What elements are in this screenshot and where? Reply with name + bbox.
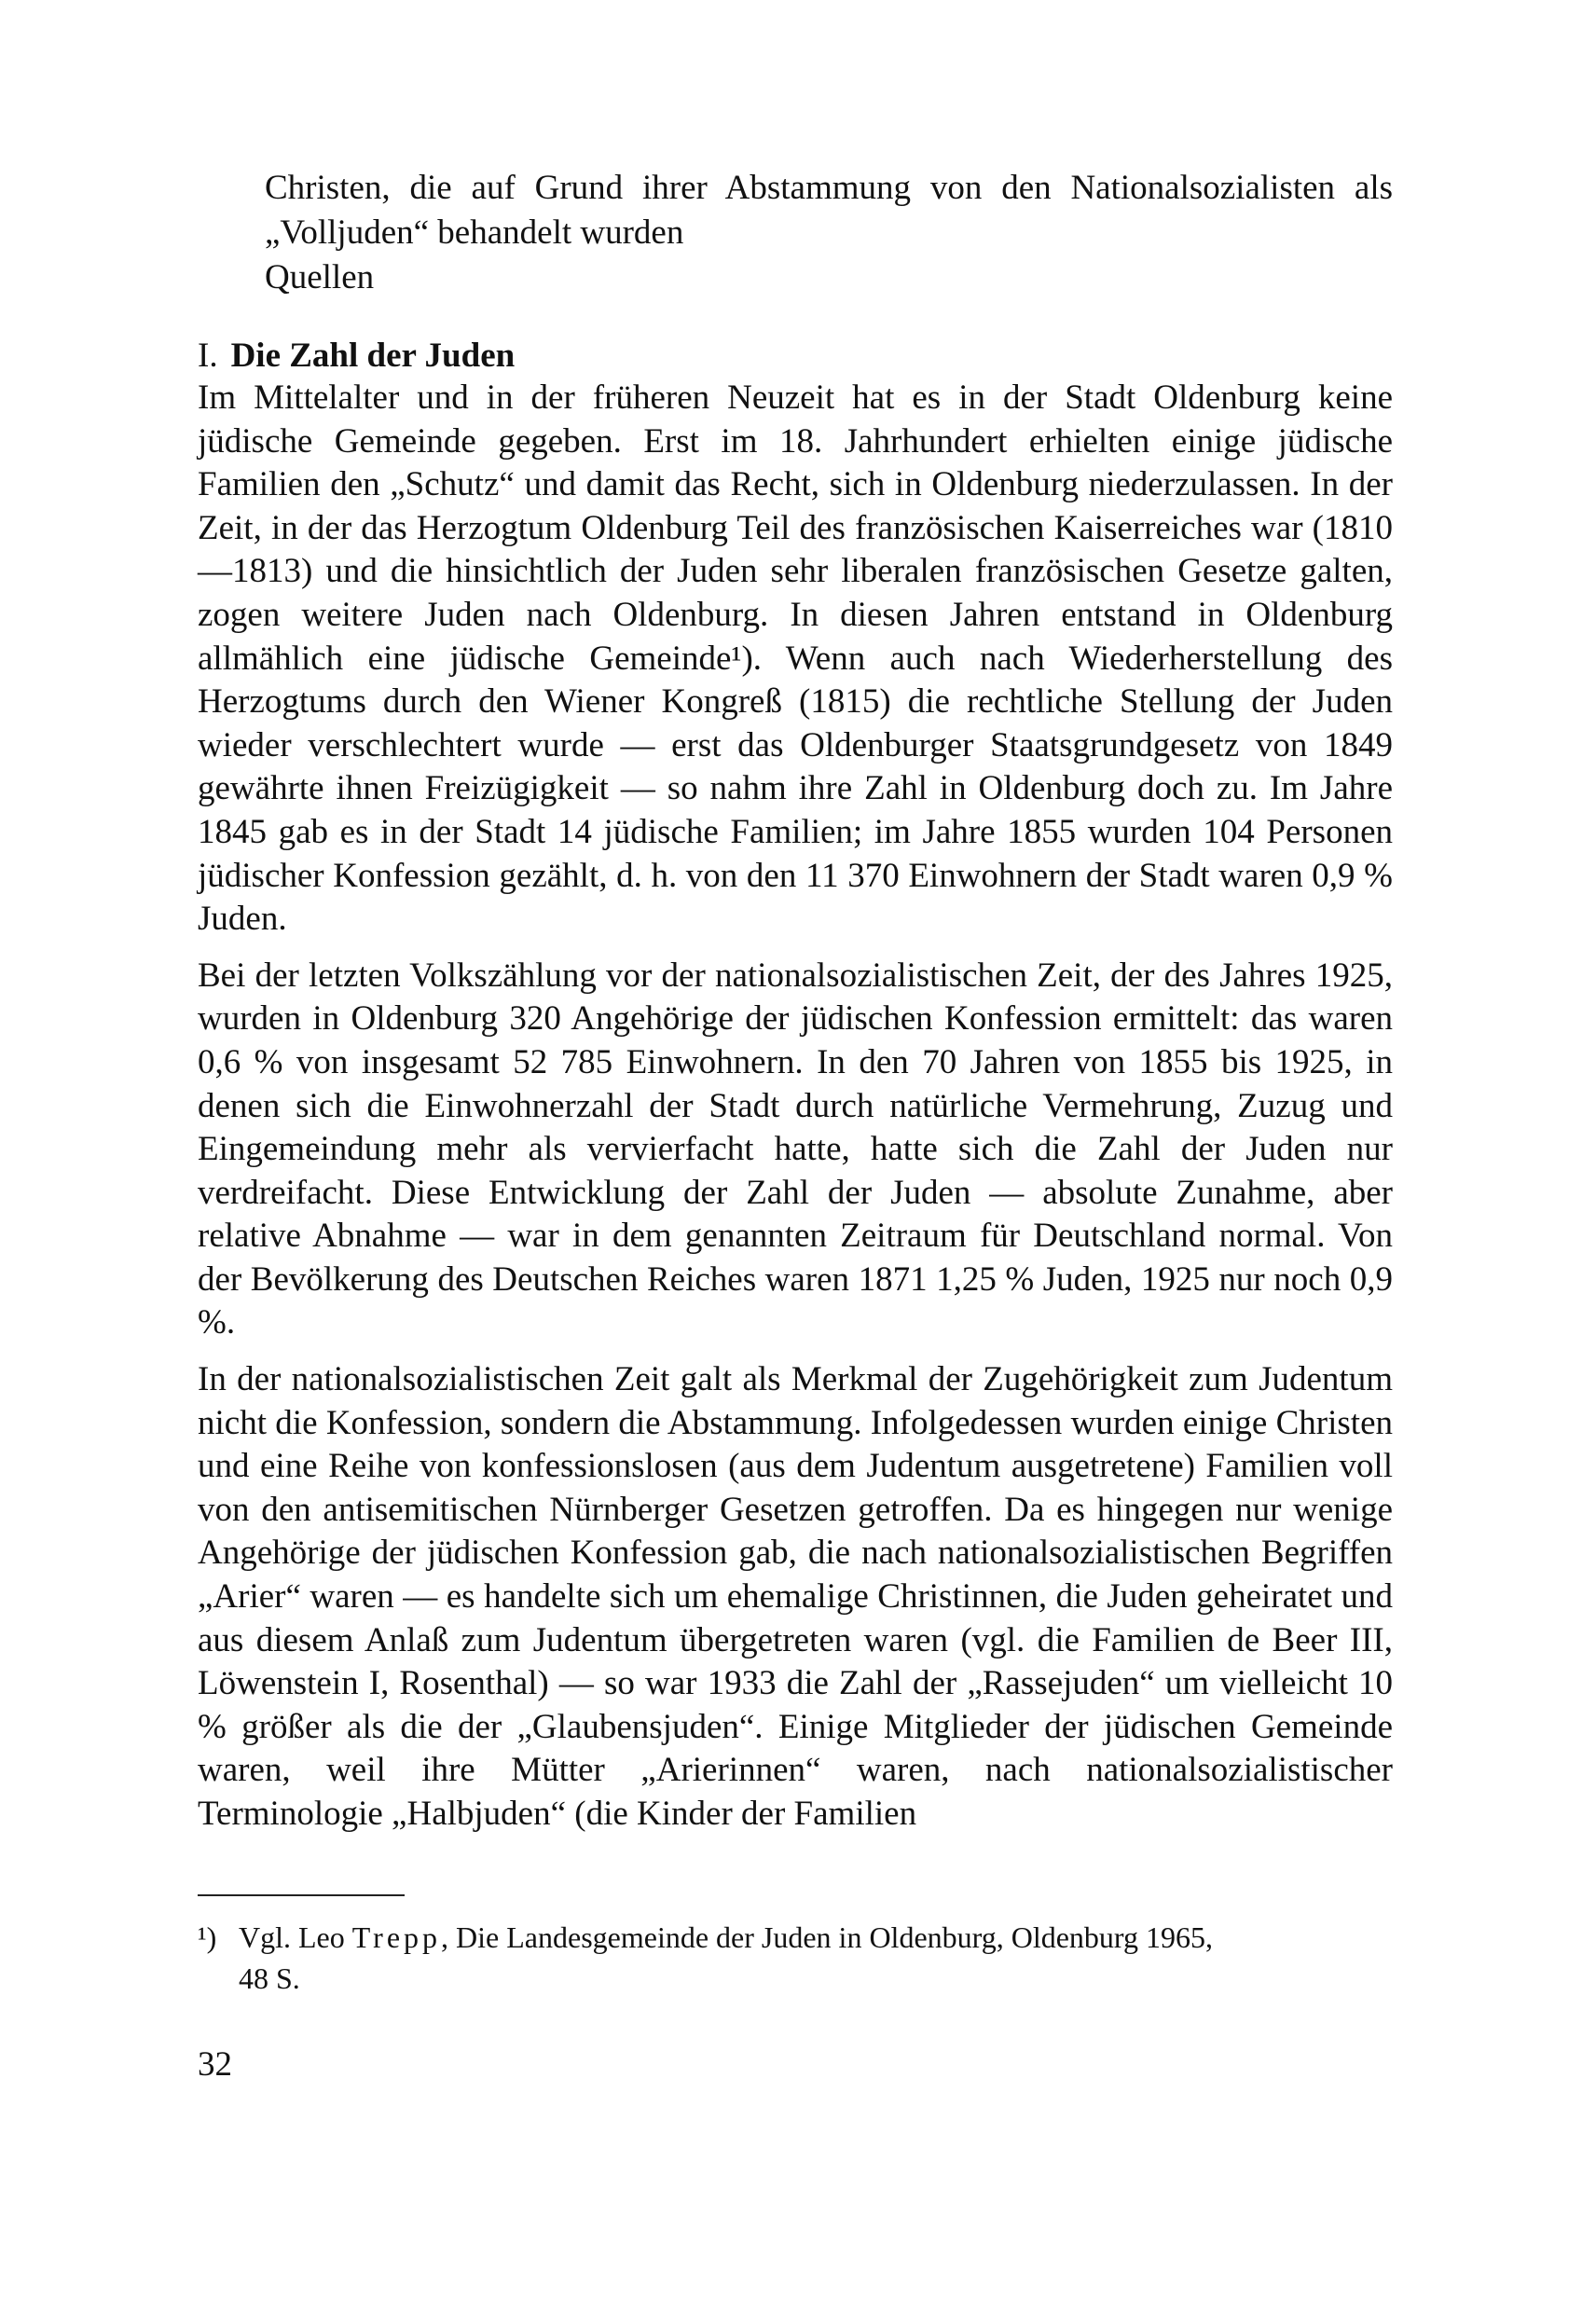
toc-entry-christen: Christen, die auf Grund ihrer Abstammung von den Nationalsozialisten als „Volljuden“ behandelt wurden: [265, 169, 1393, 252]
footnote-1: [198, 1917, 1393, 1999]
footnote-author: Trepp: [351, 1920, 442, 1954]
page-number: 32: [198, 2045, 232, 2084]
footnote-marker: ¹): [198, 1920, 217, 1954]
body-text: [198, 377, 1393, 1850]
toc-entry-quellen: Quellen: [265, 258, 375, 296]
section-heading: [198, 334, 1393, 378]
footnotes: [198, 1917, 1393, 1999]
footnote-text: [239, 1917, 1393, 1999]
paragraph-2: Bei der letzten Volkszählung vor der nationalsozialistischen Zeit, der des Jahres 1925, wurden in Oldenburg 320 Angehörige der jüdischen Konfession ermittelt: das waren 0,6 % von insgesamt 52 785 Einwohnern. In den 70 Jahren von 1855 bis 1925, in denen sich die Einwohnerzahl der Stadt durch natürliche Vermehrung, Zuzug und Eingemeindung mehr als vervierfacht hatte, hatte sich die Zahl der Juden nur verdreifacht. Diese Entwicklung der Zahl der Juden — absolute Zunahme, aber relative Abnahme — war in dem genannten Zeitraum für Deutschland normal. Von der Bevölkerung des Deutschen Reiches waren 1871 1,25 % Juden, 1925 nur noch 0,9 %.: [198, 956, 1393, 1342]
toc-continuation: [265, 166, 1393, 300]
paragraph-1: Im Mittelalter und in der früheren Neuzeit hat es in der Stadt Oldenburg keine jüdische Gemeinde gegeben. Erst im 18. Jahrhundert erhielten einige jüdische Familien den „Schutz“ und damit das Recht, sich in Oldenburg niederzulassen. In der Zeit, in der das Herzogtum Oldenburg Teil des französischen Kaiserreiches war (1810—1813) und die hinsichtlich der Juden sehr liberalen französischen Gesetze galten, zogen weitere Juden nach Oldenburg. In diesen Jahren entstand in Oldenburg allmählich eine jüdische Gemeinde¹). Wenn auch nach Wiederherstellung des Herzogtums durch den Wiener Kongreß (1815) die rechtliche Stellung der Juden wieder verschlechtert wurde — erst das Oldenburger Staatsgrundgesetz von 1849 gewährte ihnen Freizügigkeit — so nahm ihre Zahl in Oldenburg doch zu. Im Jahre 1845 gab es in der Stadt 14 jüdische Familien; im Jahre 1855 wurden 104 Personen jüdischer Konfession gezählt, d. h. von den 11 370 Einwohnern der Stadt waren 0,9 % Juden.: [198, 378, 1393, 939]
section-title: Die Zahl der Juden: [230, 337, 516, 375]
section-number: I.: [198, 337, 218, 375]
footnote-divider: [198, 1894, 405, 1896]
paragraph-3: In der nationalsozialistischen Zeit galt als Merkmal der Zugehörigkeit zum Judentum nicht die Konfession, sondern die Abstammung. Infolgedessen wurden einige Christen und eine Reihe von konfessionslosen (aus dem Judentum ausgetretene) Familien voll von den antisemitischen Nürnberger Gesetzen getroffen. Da es hingegen nur wenige Angehörige der jüdischen Konfession gab, die nach nationalsozialistischen Begriffen „Arier“ waren — es handelte sich um ehemalige Christinnen, die Juden geheiratet und aus diesem Anlaß zum Judentum übergetreten waren (vgl. die Familien de Beer III, Löwenstein I, Rosenthal) — so war 1933 die Zahl der „Rassejuden“ um vielleicht 10 % größer als die der „Glaubensjuden“. Einige Mitglieder der jüdischen Gemeinde waren, weil ihre Mütter „Arierinnen“ waren, nach nationalsozialistischer Terminologie „Halbjuden“ (die Kinder der Familien: [198, 1360, 1393, 1833]
footnote-text-after: , Die Landesgemeinde der Juden in Oldenburg, Oldenburg 1965, 48 S.: [239, 1920, 1213, 1995]
footnote-text-before: Vgl. Leo: [239, 1920, 352, 1954]
